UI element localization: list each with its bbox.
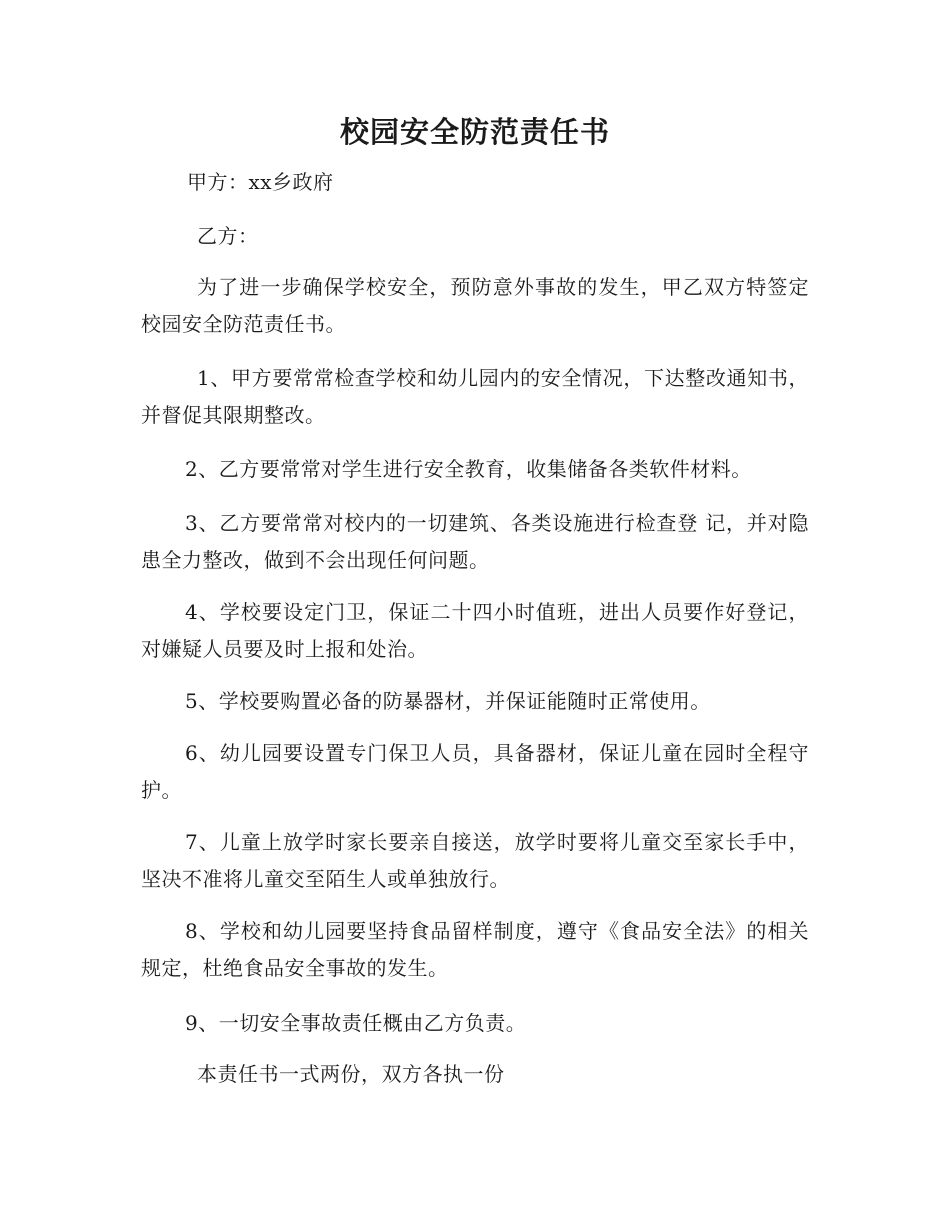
item-3: 3、乙方要常常对校内的一切建筑、各类设施进行检查登 记，并对隐患全力整改，做到不会出现任何问题。 (141, 511, 809, 572)
party-b: 乙方： (197, 224, 259, 248)
intro-paragraph: 为了进一步确保学校安全，预防意外事故的发生，甲乙双方特签定校园安全防范责任书。 (141, 275, 809, 336)
item-2: 2、乙方要常常对学生进行安全教育，收集储备各类软件材料。 (185, 457, 752, 481)
item-4: 4、学校要设定门卫，保证二十四小时值班，进出人员要作好登记，对嫌疑人员要及时上报和处治。 (141, 600, 809, 661)
document-title: 校园安全防范责任书 (339, 115, 610, 149)
item-6: 6、幼儿园要设置专门保卫人员，具备器材，保证儿童在园时全程守护。 (141, 741, 809, 802)
closing-line: 本责任书一式两份，双方各执一份 (197, 1062, 505, 1086)
item-9: 9、一切安全事故责任概由乙方负责。 (185, 1011, 527, 1035)
item-1: 1、甲方要常常检查学校和幼儿园内的安全情况，下达整改通知书，并督促其限期整改。 (141, 366, 809, 427)
party-a: 甲方：xx乡政府 (187, 170, 334, 194)
item-7: 7、儿童上放学时家长要亲自接送，放学时要将儿童交至家长手中，坚决不准将儿童交至陌生人或单独放行。 (141, 830, 809, 891)
item-8: 8、学校和幼儿园要坚持食品留样制度，遵守《食品安全法》的相关规定，杜绝食品安全事故的发生。 (141, 919, 809, 980)
item-5: 5、学校要购置必备的防暴器材，并保证能随时正常使用。 (185, 689, 711, 713)
